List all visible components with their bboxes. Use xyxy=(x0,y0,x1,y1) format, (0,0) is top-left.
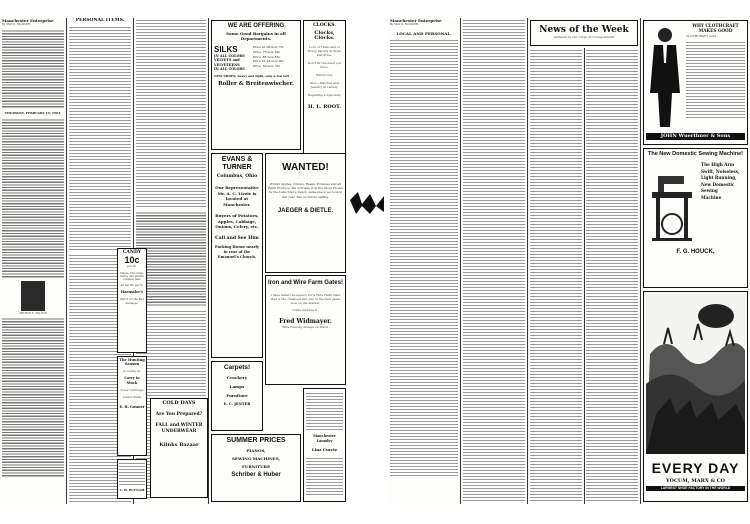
hunting-firm: E. H. Gosmer xyxy=(119,404,145,409)
cold-line: FALL and WINTER UNDERWEAR xyxy=(155,423,203,434)
clocks-line: Watch Out. xyxy=(316,73,333,77)
clocks-firm: H. L. ROOT. xyxy=(308,104,341,110)
evans-text: Buyers of Potatoes, Apples, Cabbage, Onions, Celery, etc. xyxy=(215,213,259,229)
sewing-machine-ad xyxy=(643,148,748,288)
evans-firm: EVANS & TURNER xyxy=(221,156,253,171)
sewing-feature: The High Arm xyxy=(701,162,735,167)
candy-unit: per lb. xyxy=(127,264,137,268)
clothcraft-title: WHY CLOTHCRAFT MAKES GOOD xyxy=(692,23,739,33)
silks-line: VELVETS and xyxy=(214,58,240,63)
store-ad-note: NEW SHOES, heavy and light, only a few left xyxy=(214,73,290,78)
hunting-line: Carry in Stock xyxy=(124,376,140,386)
clocks-line: Don't fix the need you have. xyxy=(307,61,342,69)
summer-line: FURNITURE xyxy=(241,464,271,469)
article-text-block xyxy=(136,18,206,208)
candy-price: 10c xyxy=(124,255,140,265)
cold-line: Are You Prepared? xyxy=(155,412,203,417)
evans-text: Our Representative Mr. A. C. Lizzie is located at Manchester. xyxy=(215,185,259,207)
store-bargain-ad xyxy=(211,20,301,150)
summer-firm: Schriber & Huber xyxy=(231,472,281,478)
carpets-line: Lamps xyxy=(229,384,245,389)
column-rule xyxy=(527,18,528,504)
personal-items-heading: PERSONAL ITEMS. xyxy=(75,18,125,23)
masthead: Manchester Enterprise xyxy=(2,18,54,23)
price-line: Price $1.25 now 90c xyxy=(253,59,285,64)
price-line: Price .75 now 60c xyxy=(253,49,281,54)
candy-title: CANDY xyxy=(122,250,142,255)
summer-prices-ad xyxy=(211,434,301,502)
right-newspaper-page xyxy=(388,18,750,504)
news-of-week-banner xyxy=(530,20,638,46)
clocks-subtitle: Clocks, Clocks. xyxy=(314,30,335,41)
store-ad-subhead: Some Good Bargains in all Departments. xyxy=(226,31,286,41)
news-title: News of the Week xyxy=(539,25,629,35)
putnam-ad xyxy=(117,459,147,499)
column-rule xyxy=(460,18,461,504)
masthead: Manchester Enterprise xyxy=(390,18,442,23)
clothcraft-banner: JOHN Wuerthner & Sons xyxy=(646,133,745,140)
clocks-title: CLOCKS. xyxy=(313,23,336,28)
page-gutter xyxy=(348,0,388,520)
every-day-tagline: LARGEST SHOE FACTORY IN THE WORLD xyxy=(646,486,745,491)
local-news-text xyxy=(463,18,525,502)
sewing-feature: Swift, Noiseless, xyxy=(701,168,740,174)
thursday-heading: THURSDAY, FEBRUARY 19, 1903. xyxy=(4,110,62,115)
iron-gates-ad xyxy=(265,275,346,385)
right-column-2 xyxy=(463,18,525,504)
evans-text: Call and See Him xyxy=(215,235,259,241)
local-news-text xyxy=(390,38,458,478)
carpets-ad xyxy=(211,361,263,431)
left-column-1 xyxy=(2,18,64,504)
column-rule xyxy=(584,48,585,504)
carpets-firm: E. C. JENTER xyxy=(223,402,251,406)
iron-sub: Wire Fencing Always on Hand. xyxy=(282,324,329,329)
candy-line: Watch for the Red Packages. xyxy=(120,298,144,305)
right-column-3 xyxy=(530,48,582,504)
hunting-title: The Hunting Season xyxy=(119,358,145,367)
store-ad-firm: Roller & Breitenwischer. xyxy=(218,81,294,88)
clothcraft-ad xyxy=(643,20,748,145)
cold-firm: Klinks Bazaar xyxy=(159,442,199,448)
iron-firm: Fred Widmayer. xyxy=(279,317,332,325)
putnam-text xyxy=(119,461,145,486)
news-text xyxy=(530,48,582,502)
iron-title: Iron and Wire Farm Gates! xyxy=(268,280,343,286)
store-ad-headline: WE ARE OFFERING xyxy=(227,23,285,29)
carpets-line: Crockery xyxy=(226,375,248,380)
sewing-feature: New Domestic xyxy=(701,181,735,187)
right-column-1 xyxy=(390,18,458,504)
candy-ad xyxy=(117,248,147,353)
laundry-text xyxy=(306,391,343,431)
sewing-machine-illustration xyxy=(646,162,698,242)
article-text-block xyxy=(2,29,64,109)
evans-text: Packing House nearly in rear of the Emanuel's Church. xyxy=(215,245,259,259)
price-line: Price .85 now 65c xyxy=(253,54,281,59)
clocks-line: Lots of Them and of Every Variety in Style and Price. xyxy=(308,45,341,57)
left-newspaper-page xyxy=(0,18,348,504)
silks-line: VELVETEENS xyxy=(214,62,240,67)
column-rule xyxy=(208,18,209,504)
news-text xyxy=(586,48,638,502)
laundry-firm: Linz Currie xyxy=(311,447,338,452)
iron-text: I have taken the agency for a Wire Farm Gate that is the cheapest and one of the best gates now on the market. xyxy=(270,293,341,305)
column-rule xyxy=(640,18,641,504)
price-line: Price $1.00 now 75c xyxy=(253,45,285,49)
candy-line: All her Hb per lb. xyxy=(120,284,144,288)
laundry-title: Manchester Laundry xyxy=(313,434,336,443)
wanted-firm: JAEGER & DIETLE. xyxy=(277,207,334,214)
sewing-feature: Sewing xyxy=(701,188,718,193)
portrait-caption: ARTHUR E. WILSON xyxy=(19,311,47,315)
wanted-text: Winter Apples, Onions, Beans, Potatoes and all Farm Produce. We will take it at the Store House by the Lake Shore Depot, same place we took in last year. See us before selling. xyxy=(268,182,343,199)
wanted-ad xyxy=(265,153,346,273)
putnam-firm: C. H. PUTNAM xyxy=(119,488,145,492)
sewing-firm: F. G. HOUCK, xyxy=(676,249,715,255)
byline: By MAT D. BLOSSER. xyxy=(2,23,31,26)
news-subtitle: Gathered by Our Corps of Correspondents xyxy=(553,35,615,39)
carpets-line: Furniture xyxy=(226,393,248,398)
cold-days-ad xyxy=(150,398,208,498)
carpets-title: Carpets! xyxy=(223,364,251,371)
laundry-ad xyxy=(303,388,346,502)
candy-line: Staple, Chocolate, Penny and Vanilla Candies Sale xyxy=(119,271,145,281)
right-column-4 xyxy=(586,48,638,504)
crowd-illustration xyxy=(646,294,745,454)
silks-line: IN ALL COLORS xyxy=(214,67,245,72)
every-day-shoe-ad xyxy=(643,291,748,502)
local-personal-heading: LOCAL AND PERSONAL. xyxy=(396,30,452,36)
byline: By MAT D. BLOSSER. xyxy=(390,23,419,26)
sewing-title: The New Domestic Sewing Machine! xyxy=(647,151,744,157)
evans-turner-ad xyxy=(211,153,263,358)
summer-line: SEWING MACHINES, xyxy=(232,456,280,461)
portrait-photo xyxy=(21,281,45,311)
hunting-ad xyxy=(117,356,147,456)
article-text-block xyxy=(2,317,64,477)
candy-line: Haeussler's xyxy=(120,290,144,295)
wanted-title: WANTED! xyxy=(282,162,329,173)
hunting-line: Power Cartridges xyxy=(120,389,144,393)
every-day-firm: YOCUM, MARX & CO xyxy=(665,478,726,484)
personal-items-text xyxy=(69,25,131,250)
sewing-feature: Machine xyxy=(701,194,722,200)
silks-line: IN ALL COLORS xyxy=(214,54,245,58)
clothcraft-text xyxy=(686,40,745,120)
price-line: Price .50 now 35c xyxy=(253,64,281,69)
summer-line: PIANOS, xyxy=(246,448,266,453)
summer-title: SUMMER PRICES xyxy=(226,437,286,444)
hunting-line: Is coming on. xyxy=(123,369,141,373)
clocks-line: Repairing a Specialty. xyxy=(307,93,342,97)
clothcraft-subtitle: CLOTHCRAFT suits xyxy=(686,34,717,38)
iron-note: Come and See It. xyxy=(292,308,319,312)
crease-mark xyxy=(348,0,388,520)
article-text-block xyxy=(2,118,64,278)
column-rule xyxy=(66,18,67,504)
silks-label: SILKS xyxy=(214,45,238,54)
clocks-line: Also—Watches and Jewelry in variety. xyxy=(310,81,339,89)
sewing-feature: Light Running, xyxy=(701,175,737,180)
man-in-suit-illustration xyxy=(646,23,684,127)
evans-city: Columbus, Ohio xyxy=(216,174,258,179)
cold-title: COLD DAYS xyxy=(162,400,196,406)
every-day-title: EVERY DAY xyxy=(651,460,740,476)
laundry-text xyxy=(306,456,343,496)
hunting-line: Loaded Shells xyxy=(122,396,142,399)
